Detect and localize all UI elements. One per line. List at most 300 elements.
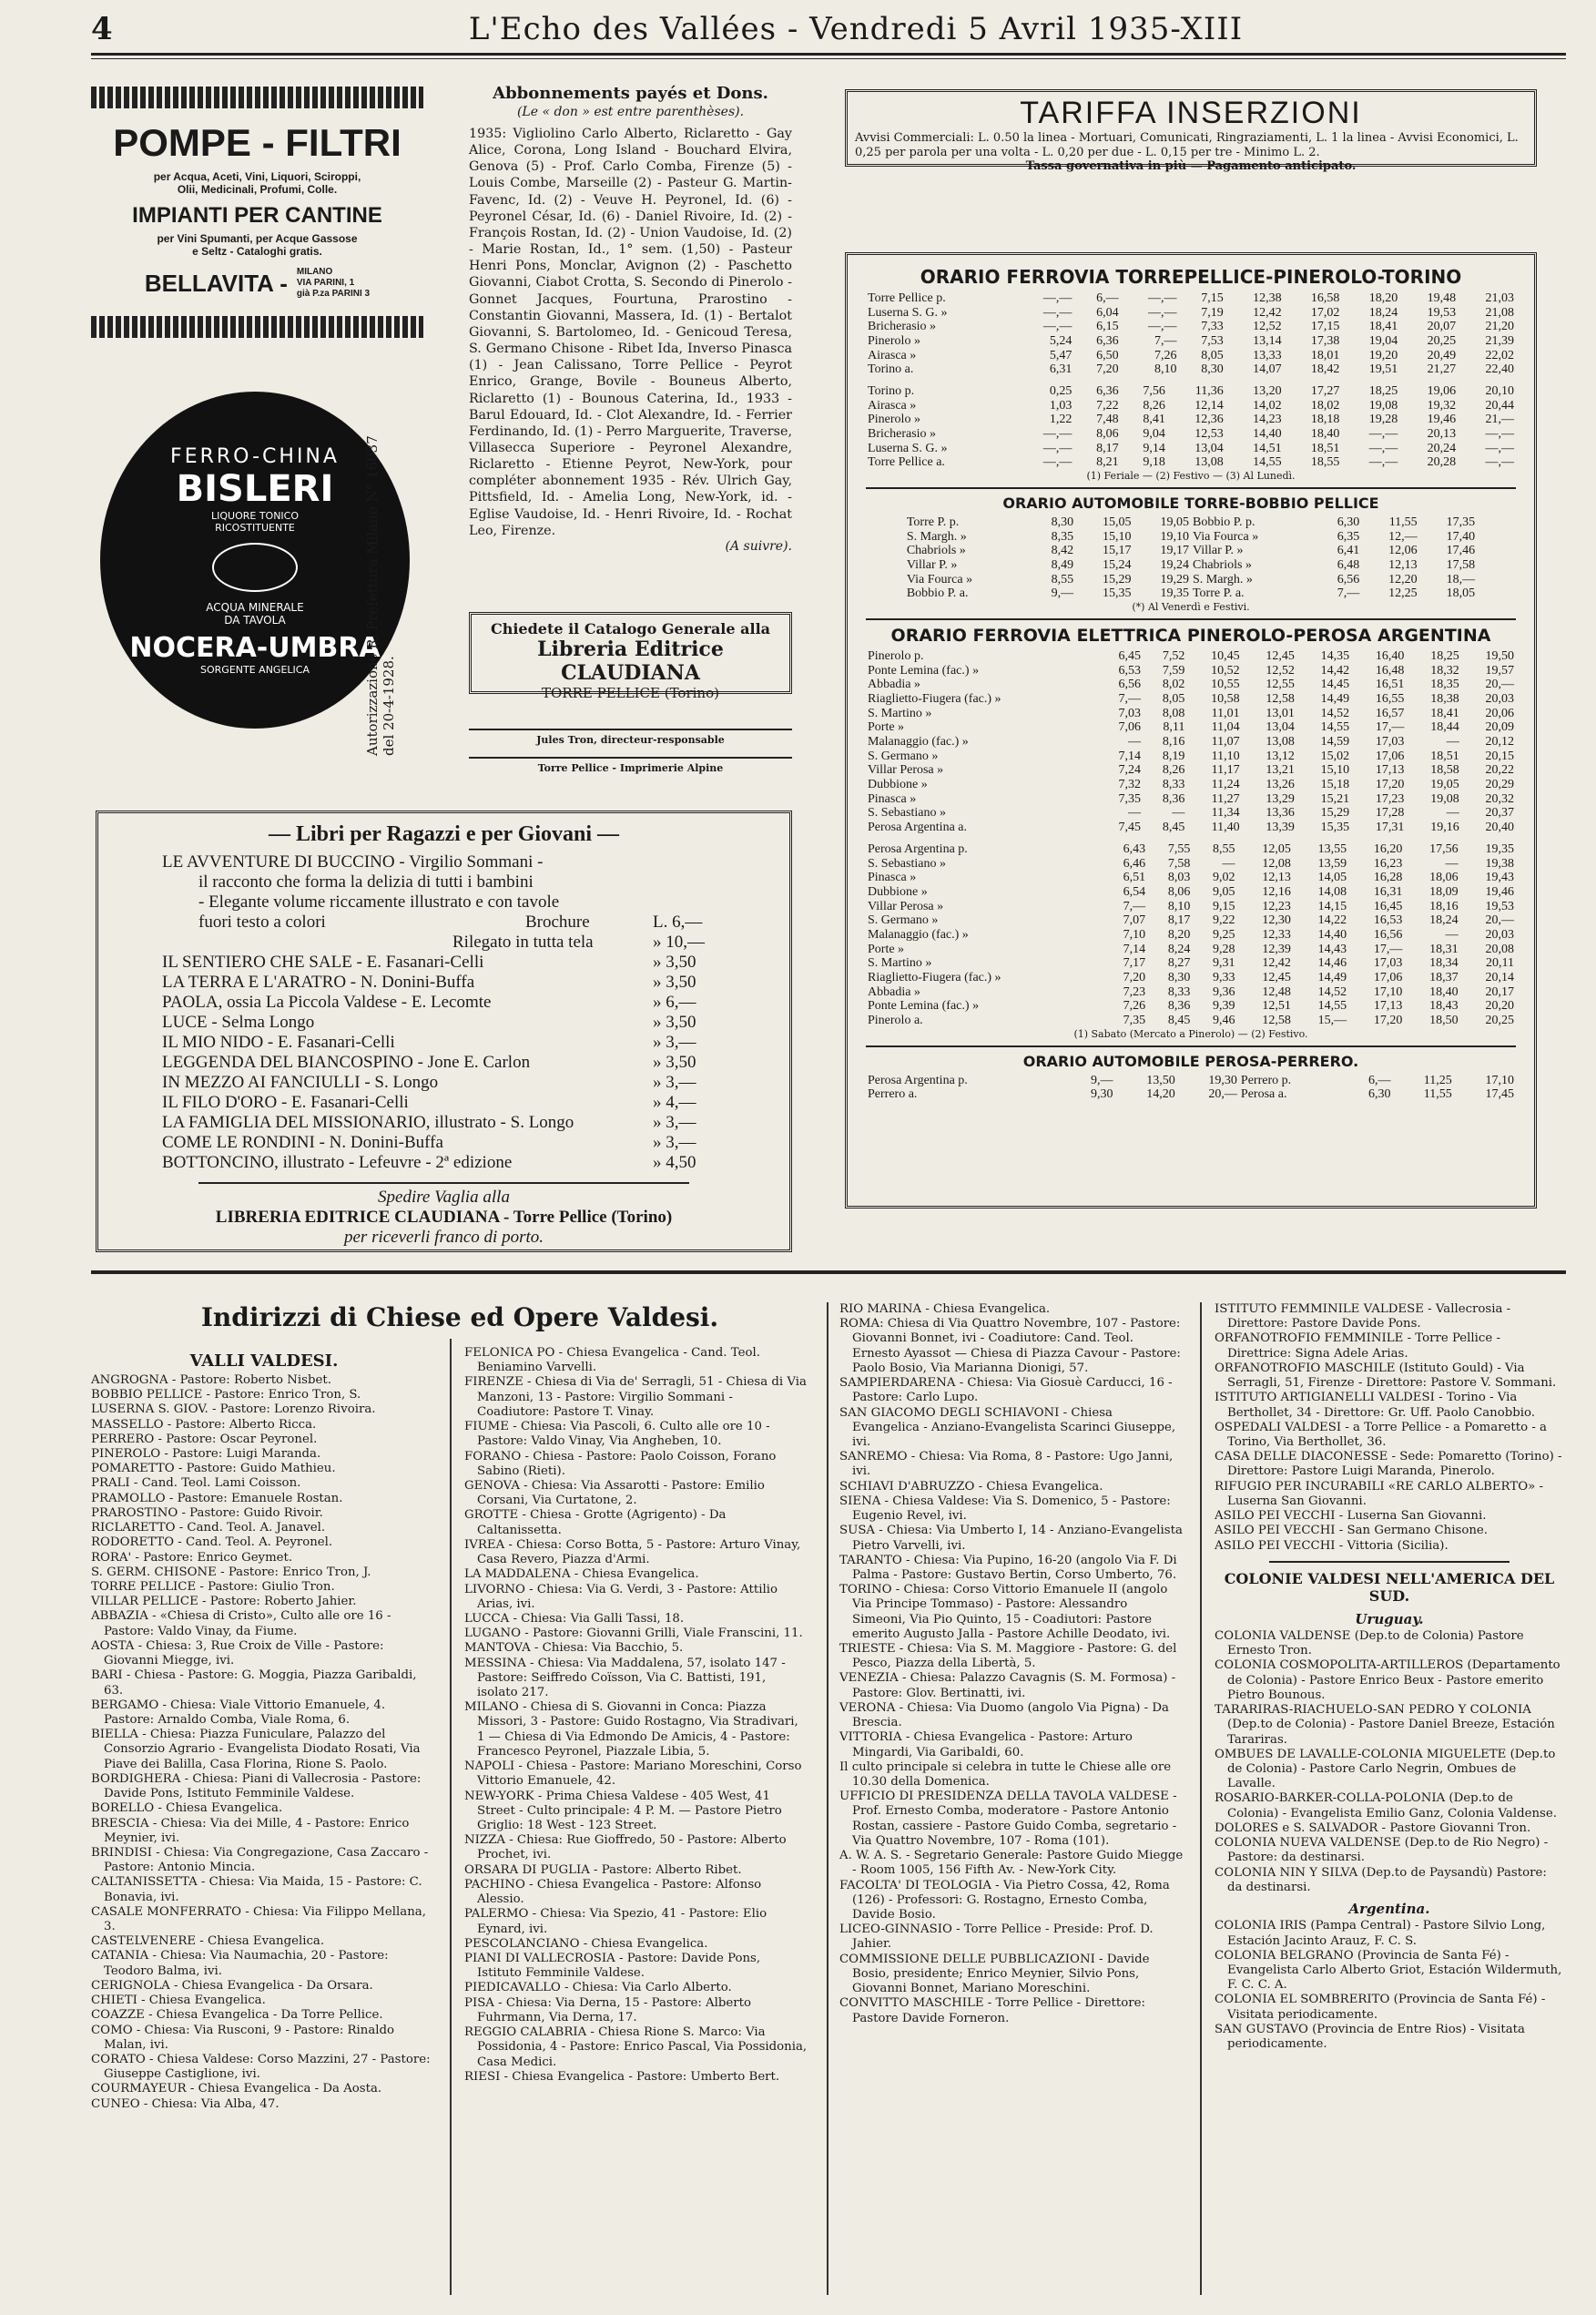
abbonamenti-title: Abbonnements payés et Dons. <box>493 84 768 103</box>
timetable-cell: —,— <box>1042 320 1072 334</box>
timetable-cell: 8,06 <box>1167 884 1191 899</box>
timetable-row <box>866 763 1516 778</box>
header-rule-thin <box>91 58 1566 59</box>
timetable-cell: 21,— <box>1485 413 1514 427</box>
timetable-cell: 16,53 <box>1373 913 1403 928</box>
chiesa-entry: POMARETTO - Pastore: Guido Mathieu. <box>91 1462 336 1476</box>
ad-address-old: già P.za PARINI 3 <box>296 289 371 299</box>
timetable-cell: 8,26 <box>1143 398 1165 413</box>
libri-item <box>162 1153 726 1173</box>
timetable-cell: 21,39 <box>1485 334 1514 349</box>
timetable-cell: 18,18 <box>1310 413 1340 427</box>
libri-footer: per riceverli franco di porto. <box>344 1228 544 1247</box>
timetable-cell: 7,15 <box>1201 291 1224 305</box>
timetable-cell: 13,12 <box>1266 749 1295 763</box>
timetable-row <box>866 1087 1516 1102</box>
timetable-cell: 20,29 <box>1485 778 1514 792</box>
tariffa-box <box>845 89 1537 174</box>
timetable-cell: 17,56 <box>1429 841 1459 856</box>
bisleri-seal <box>100 392 410 729</box>
timetable-cell: 19,30 <box>1208 1073 1237 1087</box>
libri-footer-publisher: LIBRERIA EDITRICE CLAUDIANA - Torre Pellice (Torino) <box>215 1208 673 1227</box>
timetable-cell: 11,40 <box>1211 821 1240 835</box>
section-rule <box>91 1270 1566 1274</box>
chiesa-entry: CORATO - Chiesa Valdese: Corso Mazzini, 27 - Pastore: Giuseppe Castiglione, ivi. <box>91 2053 431 2082</box>
orario-title: ORARIO FERROVIA ELETTRICA PINEROLO-PEROSA ARGENTINA <box>890 626 1491 647</box>
chiesa-entry: FORANO - Chiesa - Pastore: Paolo Coisson, Forano Sabino (Rieti). <box>464 1449 777 1478</box>
timetable-cell: Pinasca » <box>868 791 917 806</box>
timetable-cell: 15,24 <box>1103 558 1132 573</box>
column-divider <box>1200 1302 1202 2295</box>
timetable-cell: 17,38 <box>1310 334 1340 349</box>
timetable-cell: 18,40 <box>1310 427 1340 442</box>
timetable-cell: 15,17 <box>1103 544 1132 558</box>
timetable-row <box>866 707 1516 721</box>
timetable-cell: 20,— <box>1485 913 1514 928</box>
timetable-cell: 20,08 <box>1485 942 1514 956</box>
timetable-cell: 12,38 <box>1253 291 1282 305</box>
timetable-cell: 6,46 <box>1123 856 1146 871</box>
bisleri-sub: LIQUORE TONICO <box>210 509 300 522</box>
timetable-cell: Airasca » <box>868 398 917 413</box>
timetable-cell: 20,20 <box>1485 999 1514 1014</box>
timetable-cell: 12,16 <box>1262 884 1291 899</box>
timetable-cell: 19,51 <box>1368 362 1398 377</box>
abbonamenti-column <box>469 84 792 555</box>
timetable-cell: 22,40 <box>1485 362 1514 377</box>
timetable-row <box>866 735 1516 750</box>
timetable-cell: 6,04 <box>1096 305 1119 320</box>
timetable-cell: Perosa Argentina a. <box>868 821 967 835</box>
timetable-cell: 14,55 <box>1320 720 1350 735</box>
timetable-row <box>866 792 1516 807</box>
timetable-cell: 15,10 <box>1320 763 1350 778</box>
timetable-cell: 6,31 <box>1049 362 1072 377</box>
timetable-cell: 20,25 <box>1427 334 1457 349</box>
libri-item-title: IL FILO D'ORO - E. Fasanari-Celli <box>162 1093 409 1112</box>
timetable-cell: 18,55 <box>1310 455 1340 470</box>
timetable-cell: 20,32 <box>1485 791 1514 806</box>
chiesa-entry: PRAROSTINO - Pastore: Guido Rivoir. <box>91 1505 323 1520</box>
timetable-cell: 13,08 <box>1266 735 1295 750</box>
timetable-cell: 18,41 <box>1430 706 1459 720</box>
timetable-cell: 19,28 <box>1368 413 1398 427</box>
timetable-cell: 20,24 <box>1427 441 1457 455</box>
column-divider <box>827 1302 828 2295</box>
timetable-row <box>866 806 1516 821</box>
timetable-cell: 18,41 <box>1368 320 1398 334</box>
chiesa-entry: VERONA - Chiesa: Via Duomo (angolo Via Pigna) - Da Brescia. <box>839 1700 1169 1730</box>
timetable-cell: 6,— <box>1096 291 1119 305</box>
chiesa-entry: SAMPIERDARENA - Chiesa: Via Giosuè Carducci, 16 - Pastore: Carlo Lupo. <box>839 1376 1173 1405</box>
timetable-cell: 12,58 <box>1266 692 1295 707</box>
timetable-cell: 7,35 <box>1118 791 1141 806</box>
timetable-cell: 17,20 <box>1375 778 1405 792</box>
timetable-cell: 18,— <box>1446 572 1476 586</box>
timetable-cell: 19,50 <box>1485 649 1514 664</box>
timetable-cell: 12,06 <box>1388 544 1418 558</box>
timetable-cell: Bobbio P. p. <box>1192 515 1255 530</box>
libri-item <box>162 1133 726 1153</box>
timetable-cell: 18,02 <box>1310 398 1340 413</box>
timetable-cell: Riaglietto-Fiugera (fac.) » <box>868 692 1001 707</box>
timetable-cell: 15,02 <box>1320 749 1350 763</box>
timetable-cell: 16,58 <box>1310 291 1340 305</box>
timetable-cell: 6,36 <box>1096 334 1119 349</box>
masthead: L'Echo des Vallées - Vendredi 5 Avril 1935-XIII <box>468 11 1244 47</box>
timetable-cell: 19,29 <box>1160 572 1189 586</box>
timetable-cell: 15,05 <box>1103 515 1132 530</box>
chiesa-entry: COLONIA NIN Y SILVA (Dep.to de Paysandù) Pastore: da destinarsi. <box>1215 1865 1547 1894</box>
timetable-cell: 12,48 <box>1262 984 1291 999</box>
timetable-cell: — <box>1446 735 1459 750</box>
chiesa-entry: CUNEO - Chiesa: Via Alba, 47. <box>91 2096 280 2111</box>
timetable-cell: 19,46 <box>1485 884 1514 899</box>
catalogo-box <box>469 612 792 701</box>
timetable-cell: 11,17 <box>1211 763 1240 778</box>
timetable-cell: Chabriols » <box>906 544 966 558</box>
chiesa-entry: TARANTO - Chiesa: Via Pupino, 16-20 (angolo Via F. Di Palma - Pastore: Gustavo Bertin, Corso Umberto, 76. <box>839 1553 1177 1582</box>
imprint <box>469 729 792 774</box>
timetable-row <box>905 515 1477 530</box>
ad-line: Olii, Medicinali, Profumi, Colle. <box>177 183 338 196</box>
timetable-cell: 15,29 <box>1320 806 1350 821</box>
timetable-cell: —,— <box>1042 291 1072 305</box>
chiesa-entry: TORRE PELLICE - Pastore: Giulio Tron. <box>91 1580 335 1595</box>
timetable-cell: 6,43 <box>1123 841 1146 856</box>
timetable-cell: Luserna S. G. » <box>868 305 948 320</box>
timetable-cell: 6,54 <box>1123 884 1146 899</box>
timetable-cell: 12,42 <box>1262 956 1291 971</box>
timetable-cell: 20,07 <box>1427 320 1457 334</box>
ad-line: per Vini Spumanti, per Acque Gassose <box>157 232 358 245</box>
chiesa-entry: RIESI - Chiesa Evangelica - Pastore: Umberto Bert. <box>464 2069 780 2084</box>
timetable-cell: 18,51 <box>1430 749 1459 763</box>
libri-item-title: LEGGENDA DEL BIANCOSPINO - Jone E. Carlon <box>162 1053 531 1072</box>
timetable-cell: 17,13 <box>1373 999 1403 1014</box>
timetable-cell: 8,36 <box>1162 791 1185 806</box>
orario-bobbio-table <box>905 515 1477 601</box>
chiesa-entry: SCHIAVI D'ABRUZZO - Chiesa Evangelica. <box>839 1479 1103 1494</box>
timetable-cell: 6,48 <box>1337 558 1360 573</box>
chiesa-entry: LICEO-GINNASIO - Torre Pellice - Preside: Prof. D. Jahier. <box>839 1922 1154 1952</box>
timetable-row <box>866 427 1516 442</box>
timetable-cell: Dubbione » <box>868 884 928 899</box>
timetable-cell: Porte » <box>868 942 905 956</box>
chiesa-entry: AOSTA - Chiesa: 3, Rue Croix de Ville - Pastore: Giovanni Miegge, ivi. <box>91 1638 384 1668</box>
tariffa-rates: Avvisi Commerciali: L. 0.50 la linea - Mortuari, Comunicati, Ringraziamenti, L. 1 la linea - Avvisi Economici, L. 0,25 per parola per una volta - L. 0,20 per due - L. 0,15 per tre - Minimo L. 2. <box>855 131 1519 159</box>
chiesa-entry: NEW-YORK - Prima Chiesa Valdese - 405 West, 41 Street - Culto principale: 4 P. M. — Pastore Pietro Griglio: 18 West - 123 Street. <box>464 1789 782 1832</box>
timetable-cell: 19,57 <box>1485 663 1514 678</box>
timetable-cell: 20,28 <box>1427 455 1457 470</box>
timetable-cell: 18,01 <box>1310 348 1340 362</box>
timetable-cell: 8,33 <box>1162 778 1185 792</box>
timetable-row <box>866 664 1516 678</box>
timetable-cell: 6,35 <box>1337 529 1360 544</box>
timetable-row <box>866 928 1516 943</box>
timetable-cell: Perrero a. <box>868 1087 918 1102</box>
chiesa-entry: ROMA: Chiesa di Via Quattro Novembre, 107 - Pastore: Giovanni Bonnet, ivi - Coadiutore: Cand. Teol. Ernesto Ayassot — Chiesa di Piazza Cavour - Pastore: Paolo Bosio, Via Marianna Dionigi, 57. <box>839 1317 1181 1375</box>
timetable-cell: 7,48 <box>1096 413 1119 427</box>
timetable-cell: 6,30 <box>1367 1087 1391 1102</box>
timetable-cell: 8,20 <box>1167 927 1191 942</box>
timetable-cell: —,— <box>1368 441 1398 455</box>
timetable-cell: 7,52 <box>1162 649 1185 664</box>
timetable-row <box>905 573 1477 587</box>
eagle-icon <box>212 543 298 592</box>
libri-item <box>162 973 726 993</box>
timetable-cell: 13,39 <box>1266 821 1295 835</box>
chiesa-entry: BIELLA - Chiesa: Piazza Funiculare, Palazzo del Consorzio Agrario - Evangelista Diodato Rosati, Via Piave dei Balilla, Casa Florina, Rione S. Paolo. <box>91 1728 421 1771</box>
timetable-cell: 14,23 <box>1253 413 1282 427</box>
timetable-cell: 11,07 <box>1211 735 1240 750</box>
timetable-cell: S. Margh. » <box>906 529 967 544</box>
timetable-cell: —,— <box>1485 455 1514 470</box>
timetable-cell: Villar Perosa » <box>868 899 944 913</box>
timetable-cell: 9,36 <box>1213 984 1235 999</box>
libri-item-title: LUCE - Selma Longo <box>162 1013 315 1032</box>
timetable-cell: 9,— <box>1051 586 1074 601</box>
chiese-col-1 <box>91 1346 437 2112</box>
chiesa-entry: PERRERO - Pastore: Oscar Peyronel. <box>91 1432 318 1446</box>
timetable-cell: 14,20 <box>1146 1087 1175 1102</box>
libri-item-title: IN MEZZO AI FANCIULLI - S. Longo <box>162 1073 439 1092</box>
chiese-title: Indirizzi di Chiese ed Opere Valdesi. <box>200 1302 719 1332</box>
timetable-cell: 13,29 <box>1266 791 1295 806</box>
timetable-cell: 19,43 <box>1485 871 1514 885</box>
chiesa-entry: FELONICA PO - Chiesa Evangelica - Cand. Teol. Beniamino Varvelli. <box>464 1346 760 1375</box>
timetable-cell: 8,05 <box>1162 692 1185 707</box>
timetable-row <box>866 720 1516 735</box>
timetable-cell: 14,52 <box>1320 706 1350 720</box>
timetable-cell: 8,24 <box>1167 942 1191 956</box>
libri-item-title: IL SENTIERO CHE SALE - E. Fasanari-Celli <box>162 953 484 972</box>
timetable-row <box>866 885 1516 900</box>
timetable-cell: 8,41 <box>1143 413 1165 427</box>
chiesa-entry: TORINO - Chiesa: Corso Vittorio Emanuele II (angolo Via Principe Tommaso) - Pastore: Alessandro Simeoni, Via Pio Quinto, 15 - Coadiutori: Pastore emerito Augusto Jalla - Pastore Achille Deodato, ivi. <box>839 1583 1171 1641</box>
timetable-cell: 7,23 <box>1123 984 1146 999</box>
timetable-cell: 7,— <box>1123 899 1146 913</box>
timetable-cell: 15,35 <box>1320 821 1350 835</box>
timetable-cell: 20,— <box>1208 1087 1237 1102</box>
chiesa-entry: PALERMO - Chiesa: Via Spezio, 41 - Pastore: Elio Eynard, ivi. <box>464 1907 768 1936</box>
timetable-cell: 15,10 <box>1103 529 1132 544</box>
timetable-cell: 14,49 <box>1320 692 1350 707</box>
chiesa-entry: ORFANOTROFIO FEMMINILE - Torre Pellice - Direttrice: Signa Adele Arias. <box>1215 1331 1500 1361</box>
timetable-cell: 9,28 <box>1213 942 1235 956</box>
timetable-cell: 9,31 <box>1213 956 1235 971</box>
timetable-row <box>866 842 1516 857</box>
timetable-cell: 6,53 <box>1118 663 1141 678</box>
bisleri-source: SORGENTE ANGELICA <box>200 663 310 676</box>
timetable-row <box>866 306 1516 321</box>
chiese-list <box>464 1346 808 2085</box>
timetable-cell: 7,32 <box>1118 778 1141 792</box>
chiesa-entry: CASA DELLE DIACONESSE - Sede: Pomaretto (Torino) - Direttore: Pastore Luigi Maranda, Pinerolo. <box>1215 1450 1562 1479</box>
timetable-cell: 14,52 <box>1317 984 1347 999</box>
chiesa-entry: RORA' - Pastore: Enrico Geymet. <box>91 1550 293 1565</box>
timetable-row <box>905 530 1477 545</box>
libri-intro: il racconto che forma la delizia di tutti i bambini <box>198 872 534 892</box>
timetable-cell: 18,50 <box>1429 1013 1459 1027</box>
timetable-cell: 17,46 <box>1446 544 1476 558</box>
orario-perrero-table <box>866 1074 1516 1102</box>
timetable-cell: 7,— <box>1118 692 1141 707</box>
timetable-cell: —,— <box>1042 455 1072 470</box>
timetable-cell: Torre Pellice p. <box>868 291 946 305</box>
timetable-cell: 14,22 <box>1317 913 1347 928</box>
chiesa-entry: BORDIGHERA - Chiesa: Piani di Vallecrosia - Pastore: Davide Pons, Istituto Femminile Valdese. <box>91 1771 422 1801</box>
timetable-cell: 13,26 <box>1266 778 1295 792</box>
chiesa-entry: MASSELLO - Pastore: Alberto Ricca. <box>91 1417 317 1432</box>
timetable-cell: 0,25 <box>1049 384 1072 399</box>
chiesa-entry: PRAMOLLO - Pastore: Emanuele Rostan. <box>91 1491 343 1505</box>
chiesa-entry: ANGROGNA - Pastore: Roberto Nisbet. <box>91 1372 331 1387</box>
timetable-cell: 12,58 <box>1262 1013 1291 1027</box>
timetable-cell: 13,36 <box>1266 806 1295 821</box>
libri-intro: - Elegante volume riccamente illustrato e con tavole <box>198 892 560 912</box>
timetable-cell: 7,59 <box>1162 663 1185 678</box>
timetable-cell: 17,45 <box>1485 1087 1514 1102</box>
timetable-cell: 8,05 <box>1201 348 1224 362</box>
timetable-cell: 16,45 <box>1373 899 1403 913</box>
timetable-cell: 17,06 <box>1373 970 1403 984</box>
timetable-cell: Torino a. <box>868 362 914 377</box>
rilegato-price: » 10,— <box>653 933 705 952</box>
timetable-cell: 21,08 <box>1485 305 1514 320</box>
timetable-cell: 6,15 <box>1096 320 1119 334</box>
timetable-cell: 7,14 <box>1118 749 1141 763</box>
chiesa-entry: SAN GIACOMO DEGLI SCHIAVONI - Chiesa Evangelica - Anziano-Evangelista Scarinci Giuseppe, ivi. <box>839 1405 1176 1449</box>
timetable-cell: Villar Perosa » <box>868 763 944 778</box>
chiesa-entry: ASILO PEI VECCHI - San Germano Chisone. <box>1215 1524 1488 1538</box>
chiese-list <box>1215 1302 1564 1554</box>
timetable-cell: 17,15 <box>1310 320 1340 334</box>
chiesa-entry: CATANIA - Chiesa: Via Naumachia, 20 - Pastore: Teodoro Balma, ivi. <box>91 1949 389 1978</box>
timetable-cell: Perrero p. <box>1240 1073 1292 1087</box>
timetable-cell: Via Fourca » <box>1192 529 1259 544</box>
libri-item-price: » 6,— <box>653 993 696 1012</box>
chiesa-entry: COLONIA NUEVA VALDENSE (Dep.to de Rio Negro) - Pastore: da destinarsi. <box>1215 1836 1549 1865</box>
colonie-title: COLONIE VALDESI NELL'AMERICA DEL SUD. <box>1224 1569 1555 1606</box>
timetable-row <box>866 291 1516 306</box>
timetable-cell: 21,03 <box>1485 291 1514 305</box>
timetable-cell: Riaglietto-Fiugera (fac.) » <box>868 970 1001 984</box>
timetable-cell: 20,14 <box>1485 970 1514 984</box>
timetable-cell: 7,06 <box>1118 720 1141 735</box>
timetable-cell: 16,20 <box>1373 841 1403 856</box>
chiesa-entry: REGGIO CALABRIA - Chiesa Rione S. Marco: Via Possidonia, 4 - Pastore: Enrico Pascal, Via Possidonia, Casa Medici. <box>464 2025 808 2069</box>
timetable-cell: 8,26 <box>1162 763 1185 778</box>
timetable-cell: Pinerolo a. <box>868 1013 923 1027</box>
timetable-cell: 17,58 <box>1446 558 1476 573</box>
timetable-cell: 12,33 <box>1262 927 1291 942</box>
timetable-cell: 17,06 <box>1375 749 1405 763</box>
chiese-list <box>839 1302 1184 2026</box>
timetable-cell: 10,52 <box>1211 663 1240 678</box>
timetable-cell: Chabriols » <box>1192 558 1252 573</box>
timetable-cell: 9,05 <box>1213 884 1235 899</box>
timetable-cell: 19,17 <box>1160 544 1189 558</box>
chiesa-entry: RICLARETTO - Cand. Teol. A. Janavel. <box>91 1521 326 1535</box>
libri-item-price: » 4,50 <box>653 1153 696 1172</box>
bisleri-sub: RICOSTITUENTE <box>215 521 295 534</box>
timetable-cell: 11,55 <box>1388 515 1418 530</box>
timetable-cell: 11,25 <box>1423 1073 1452 1087</box>
timetable-row <box>866 334 1516 349</box>
column-divider <box>450 1339 452 2295</box>
chiesa-entry: COMO - Chiesa: Via Rusconi, 9 - Pastore: Rinaldo Malan, ivi. <box>91 2023 395 2052</box>
chiesa-entry: ROSARIO-BARKER-COLLA-POLONIA (Dep.to de Colonia) - Evangelista Emilio Ganz, Colonia Valdense. <box>1215 1791 1557 1820</box>
libri-item <box>162 993 726 1013</box>
timetable-cell: Dubbione » <box>868 778 928 792</box>
ad-line: e Seltz - Cataloghi gratis. <box>192 245 322 258</box>
timetable-cell: 17,35 <box>1446 515 1476 530</box>
timetable-cell: 14,15 <box>1317 899 1347 913</box>
timetable-cell: 18,58 <box>1430 763 1459 778</box>
timetable-cell: 20,17 <box>1485 984 1514 999</box>
chiesa-entry: FACOLTA' DI TEOLOGIA - Via Pietro Cossa, 42, Roma (126) - Professori: G. Rostagno, Ernesto Comba, Davide Bosio. <box>839 1878 1170 1922</box>
timetable-cell: 9,18 <box>1143 455 1165 470</box>
timetable-cell: 20,37 <box>1485 806 1514 821</box>
timetable-cell: 19,35 <box>1160 586 1189 601</box>
libri-item-price: » 3,— <box>653 1033 696 1052</box>
timetable-cell: 17,20 <box>1373 1013 1403 1027</box>
timetable-cell: 21,27 <box>1427 362 1457 377</box>
chiesa-entry: ABBAZIA - «Chiesa di Cristo», Culto alle ore 16 - Pastore: Valdo Vinay, da Fiume. <box>91 1609 391 1638</box>
ad-pompe-filtri <box>91 87 423 360</box>
timetable-cell: 18,24 <box>1368 305 1398 320</box>
timetable-cell: Torre P. p. <box>906 515 960 530</box>
timetable-cell: —,— <box>1147 291 1177 305</box>
timetable-cell: 12,08 <box>1262 856 1291 871</box>
timetable-cell: 8,45 <box>1162 821 1185 835</box>
ad-line: per Acqua, Aceti, Vini, Liquori, Sciroppi, <box>153 170 361 183</box>
timetable-row <box>905 558 1477 573</box>
timetable-cell: 13,14 <box>1253 334 1282 349</box>
chiesa-entry: COLONIA EL SOMBRERITO (Provincia de Santa Fé) - Visitata periodicamente. <box>1215 1993 1546 2022</box>
chiesa-entry: COLONIA COSMOPOLITA-ARTILLEROS (Departamento de Colonia) - Pastore Enrico Beux - Pastore emerito Pietro Bounous. <box>1215 1658 1560 1702</box>
libri-item <box>162 953 726 973</box>
timetable-cell: 6,30 <box>1337 515 1360 530</box>
timetable-cell: Abbadia » <box>868 678 920 692</box>
timetable-cell: 20,03 <box>1485 927 1514 942</box>
libri-list <box>162 953 726 1173</box>
timetable-row <box>866 750 1516 764</box>
chiesa-entry: LA MADDALENA - Chiesa Evangelica. <box>464 1567 699 1582</box>
timetable-cell: 20,40 <box>1485 821 1514 835</box>
orario-note: (1) Feriale — (2) Festivo — (3) Al Lunedì. <box>1086 470 1296 483</box>
timetable-cell: 17,31 <box>1375 821 1405 835</box>
brochure-price: L. 6,— <box>653 913 703 932</box>
authorization-note: Autorizzazione R. Prefettura Milano N° 16037 del 20-4-1928. <box>364 435 397 756</box>
chiese-list <box>1215 1919 1564 2052</box>
timetable-cell: 19,05 <box>1160 515 1189 530</box>
timetable-cell: 12,23 <box>1262 899 1291 913</box>
orario-pinerolo-perosa-table <box>866 649 1516 835</box>
brochure-label: Brochure <box>525 913 590 932</box>
timetable-cell: 6,41 <box>1337 544 1360 558</box>
chiesa-entry: MILANO - Chiesa di S. Giovanni in Conca: Piazza Missori, 3 - Pastore: Guido Rostagno, Via Stradivari, 1 — Chiesa di Via Edmondo De Amicis, 4 - Pastore: Francesco Peyronel, Piazzale Libia, 5. <box>464 1700 798 1759</box>
chiesa-entry: PINEROLO - Pastore: Luigi Maranda. <box>91 1447 321 1462</box>
chiesa-entry: COLONIA VALDENSE (Dep.to de Colonia) Pastore Ernesto Tron. <box>1215 1629 1524 1658</box>
timetable-row <box>866 985 1516 1000</box>
libri-item-title: PAOLA, ossia La Piccola Valdese - E. Lecomte <box>162 993 492 1012</box>
abbonamenti-subtitle: (Le « don » est entre parenthèses). <box>516 104 745 119</box>
chiesa-entry: BARI - Chiesa - Pastore: G. Moggia, Piazza Garibaldi, 63. <box>91 1668 417 1698</box>
libri-item-price: » 3,50 <box>653 1013 696 1032</box>
timetable-cell: 7,56 <box>1143 384 1165 399</box>
